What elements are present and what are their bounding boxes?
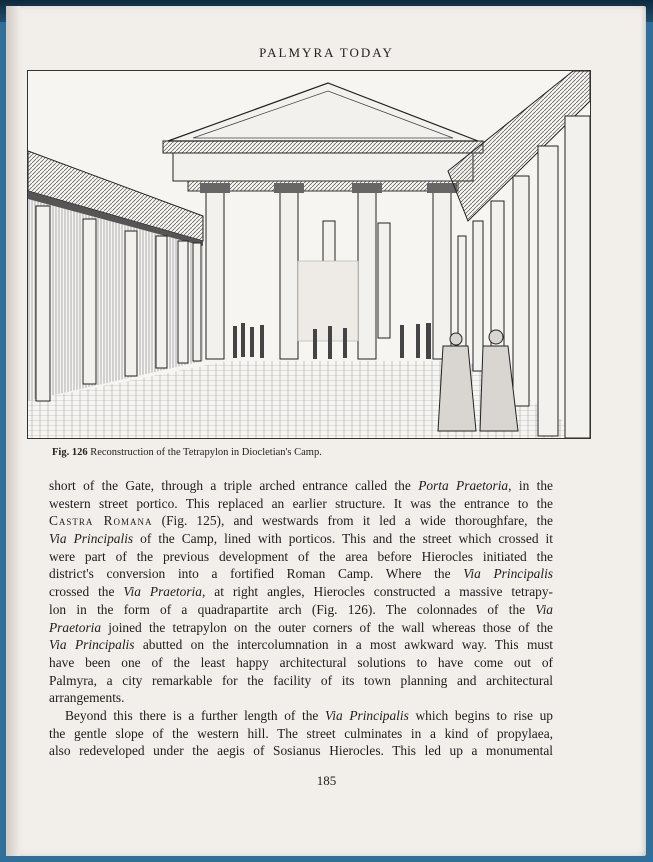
page-gutter: [6, 6, 20, 856]
text-line: [49, 583, 553, 601]
text-run: joined the tetrapylon on the outer corners of the wall whereas those of the: [101, 619, 553, 635]
figure-caption: [52, 447, 322, 458]
text-run: crossed the: [49, 584, 124, 600]
page-number: 185: [316, 773, 337, 788]
figure-illustration: [27, 70, 591, 439]
text-run: western street portico. This replaced an earlier structure. It was the entrance to the: [49, 495, 553, 511]
text-line: [49, 495, 553, 513]
text-line: [49, 512, 553, 530]
text-line: [49, 619, 553, 637]
text-run: short of the Gate, through a triple arched entrance called the: [49, 478, 419, 493]
figure-caption-text: Reconstruction of the Tetrapylon in Diocletian's Camp.: [90, 447, 322, 458]
text-run: arrangements.: [49, 690, 125, 706]
italic-term: Via Praetoria: [123, 584, 202, 600]
text-run: have been one of the least happy architectural solutions to have come out of: [49, 654, 553, 670]
text-line: [49, 530, 553, 548]
text-run: Palmyra, a city remarkable for the facility of its town planning and architectural: [49, 672, 553, 688]
text-run: the gentle slope of the western hill. The street culminates in a kind of propylaea,: [49, 725, 553, 741]
text-line: [49, 636, 553, 654]
text-run: which begins to rise up: [408, 707, 553, 723]
text-line: [49, 689, 553, 707]
body-text: [49, 477, 553, 760]
text-run: , at right angles, Hierocles constructed a massive tetrapy-: [201, 584, 553, 600]
text-run: abutted on the intercolumnation in a most awkward way. This must: [134, 637, 553, 653]
text-line: [49, 654, 553, 672]
text-line: [49, 548, 553, 566]
italic-term: Porta Praetoria: [418, 478, 509, 493]
text-run: district's conversion into a fortified Roman Camp. Where the: [49, 566, 464, 582]
text-run: also redeveloped under the aegis of Sosianus Hierocles. This led up a monumental: [49, 743, 553, 759]
text-run: lon in the form of a quadrapartite arch (Fig. 126). The colonnades of the: [49, 601, 536, 617]
text-run: , in the: [508, 478, 554, 493]
text-line: [49, 601, 553, 619]
text-run: of the Camp, lined with porticos. This and the street which crossed it: [133, 531, 553, 547]
italic-term: Via: [535, 601, 553, 617]
italic-term: Via Principalis: [463, 566, 554, 582]
italic-term: Via Principalis: [49, 531, 134, 547]
text-run: Beyond this there is a further length of the: [65, 707, 326, 723]
italic-term: Via Principalis: [325, 707, 409, 723]
running-head: PALMYRA TODAY: [259, 45, 394, 60]
text-line: [49, 672, 553, 690]
text-run: were part of the previous development of the area before Hierocles initiated the: [49, 548, 553, 564]
figure-label: Fig. 126: [52, 447, 88, 458]
italic-term: Praetoria: [49, 619, 102, 635]
text-run: (Fig. 125), and westwards from it led a wide thoroughfare, the: [152, 513, 553, 529]
text-line: [49, 477, 553, 495]
text-line: [49, 707, 553, 725]
italic-term: Via Principalis: [49, 637, 135, 653]
text-line: [49, 565, 553, 583]
small-caps-term: Castra Romana: [49, 513, 153, 529]
text-line: [49, 725, 553, 743]
text-line: [49, 742, 553, 760]
